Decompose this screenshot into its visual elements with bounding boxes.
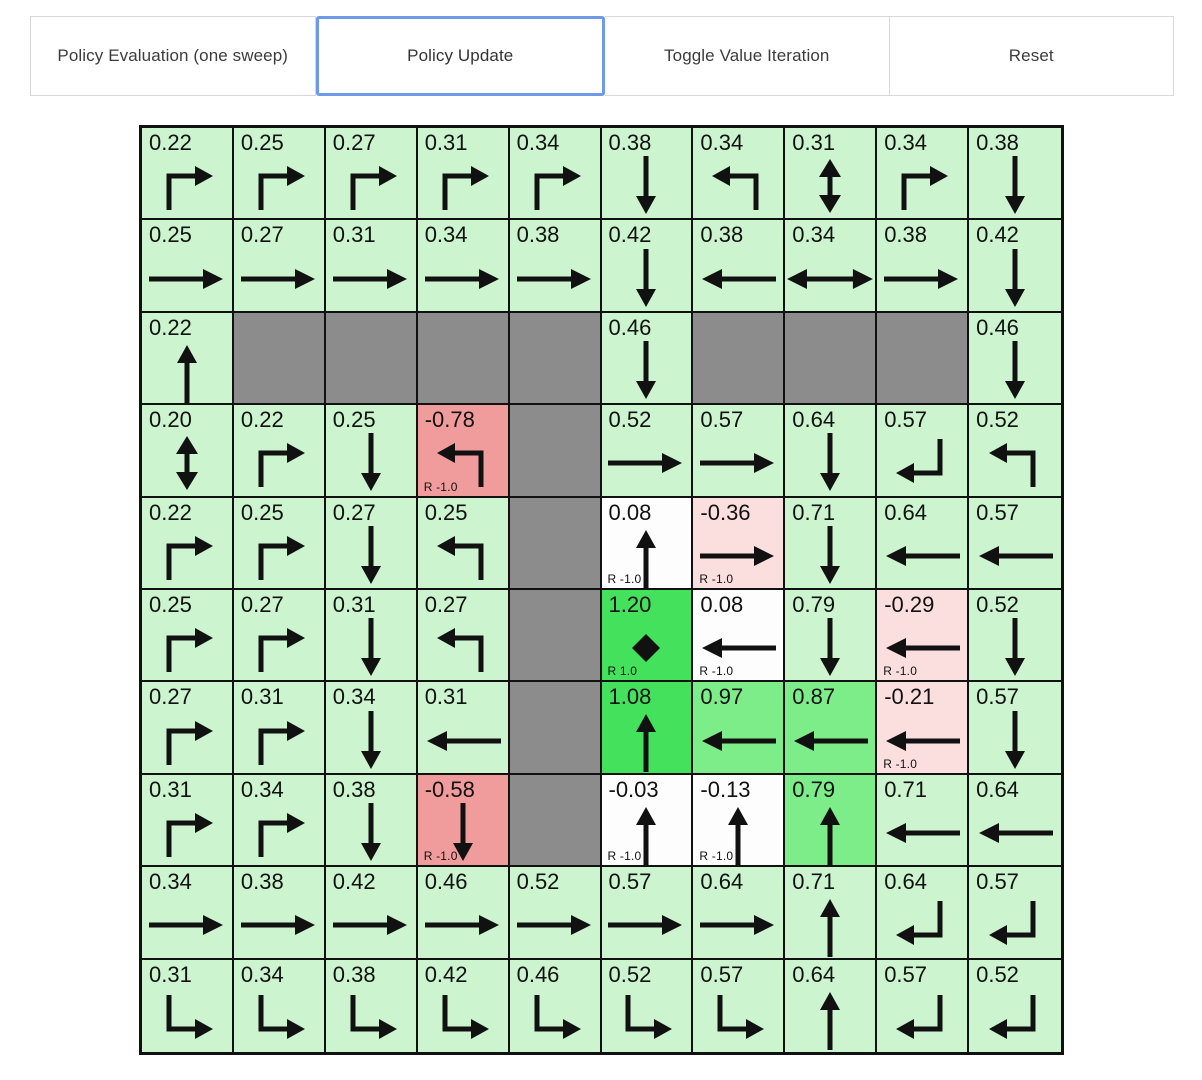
grid-cell[interactable]	[510, 960, 602, 1052]
policy-arrow-up-right	[142, 620, 232, 676]
grid-cell[interactable]	[877, 220, 969, 312]
policy-arrow-up-right	[234, 712, 324, 768]
cell-reward: R 1.0	[607, 664, 638, 679]
policy-arrow-down	[602, 343, 692, 399]
policy-arrow-right	[418, 250, 508, 306]
grid-cell[interactable]	[602, 498, 694, 590]
grid-cell[interactable]	[326, 405, 418, 497]
cell-value: 0.34	[884, 130, 928, 155]
policy-arrow-right	[693, 435, 783, 491]
grid-cell[interactable]	[234, 775, 326, 867]
cell-value: 0.34	[700, 130, 744, 155]
grid-cell[interactable]	[326, 313, 418, 405]
policy-arrow-down	[969, 250, 1061, 306]
cell-reward: R -1.0	[423, 849, 458, 864]
toolbar-button-policy-evaluation-one-sweep[interactable]	[30, 16, 316, 96]
cell-value: -0.78	[424, 407, 475, 433]
policy-arrow-up	[142, 343, 232, 399]
policy-arrow-down	[969, 620, 1061, 676]
cell-value: 0.25	[332, 407, 376, 433]
cell-value: 0.27	[332, 499, 376, 525]
policy-arrow-down	[785, 528, 875, 584]
policy-arrow-down	[602, 250, 692, 306]
policy-arrow-down-right	[693, 990, 783, 1048]
grid-cell[interactable]	[969, 128, 1061, 220]
cell-value: 0.34	[792, 222, 836, 248]
cell-value: 0.42	[332, 869, 376, 895]
grid-cell[interactable]	[142, 498, 234, 590]
grid-cell[interactable]	[693, 682, 785, 774]
grid-cell[interactable]	[142, 128, 234, 220]
policy-arrow-up-down	[142, 435, 232, 491]
grid-cell[interactable]	[877, 590, 969, 682]
cell-value: 0.31	[424, 684, 468, 710]
cell-reward: R -1.0	[883, 664, 918, 679]
grid-cell[interactable]	[602, 590, 694, 682]
grid-cell[interactable]	[510, 867, 602, 959]
grid-cell[interactable]	[418, 960, 510, 1052]
grid-cell[interactable]	[785, 960, 877, 1052]
grid-cell[interactable]	[510, 590, 602, 682]
cell-value: 0.57	[700, 407, 744, 433]
cell-value: 0.34	[240, 961, 284, 987]
grid-cell[interactable]	[326, 128, 418, 220]
cell-value: 0.27	[240, 222, 284, 248]
policy-arrow-right	[693, 897, 783, 953]
policy-arrow-left-right	[785, 250, 875, 306]
policy-arrow-right	[602, 435, 692, 491]
grid-cell[interactable]	[969, 682, 1061, 774]
grid-cell[interactable]	[693, 405, 785, 497]
cell-value: 0.27	[332, 130, 376, 155]
cell-value: 0.38	[700, 222, 744, 248]
grid-cell[interactable]	[234, 960, 326, 1052]
cell-value: 0.08	[700, 592, 744, 617]
cell-value: 0.71	[792, 869, 836, 895]
cell-value: 0.52	[608, 407, 652, 433]
grid-cell[interactable]	[142, 590, 234, 682]
grid-cell[interactable]	[969, 590, 1061, 682]
policy-arrow-right	[326, 250, 416, 306]
policy-arrow-right	[877, 250, 967, 306]
cell-value: 0.52	[516, 869, 560, 895]
cell-reward: R -1.0	[607, 572, 642, 586]
policy-arrow-down-left	[877, 990, 967, 1048]
toolbar-button-label: Reset	[1008, 46, 1054, 65]
gridworld	[139, 125, 1064, 1055]
grid-cell[interactable]	[418, 590, 510, 682]
cell-value: 0.38	[332, 776, 376, 802]
grid-cell[interactable]	[785, 128, 877, 220]
policy-arrow-down-right	[418, 990, 508, 1048]
cell-value: 0.34	[240, 776, 284, 802]
cell-reward: R -1.0	[423, 479, 458, 494]
cell-value: -0.21	[884, 684, 935, 710]
grid-cell[interactable]	[418, 682, 510, 774]
cell-value: 0.25	[149, 592, 192, 617]
grid-cell[interactable]	[877, 313, 969, 405]
grid-cell[interactable]	[510, 313, 602, 405]
policy-arrow-right	[142, 250, 232, 306]
cell-value: 0.46	[608, 314, 652, 340]
grid-cell[interactable]	[877, 682, 969, 774]
policy-arrow-up-right	[234, 435, 324, 491]
policy-arrow-up	[602, 712, 692, 768]
cell-reward: R -1.0	[699, 572, 734, 586]
grid-cell[interactable]	[326, 682, 418, 774]
grid-cell[interactable]	[693, 867, 785, 959]
policy-arrow-left	[785, 712, 875, 768]
toolbar-button-label: Toggle Value Iteration	[664, 46, 830, 65]
policy-arrow-right	[602, 897, 692, 953]
grid-cell[interactable]	[142, 313, 234, 405]
grid-cell[interactable]	[877, 775, 969, 867]
policy-arrow-up-left	[418, 528, 508, 584]
grid-cell[interactable]	[326, 775, 418, 867]
grid-cell[interactable]	[234, 498, 326, 590]
policy-arrow-down	[602, 158, 692, 214]
grid-cell[interactable]	[326, 867, 418, 959]
grid-cell[interactable]	[877, 867, 969, 959]
grid-cell[interactable]	[418, 313, 510, 405]
cell-value: 1.20	[608, 592, 652, 617]
grid-cell[interactable]	[785, 775, 877, 867]
grid-cell[interactable]	[969, 220, 1061, 312]
grid-cell[interactable]	[969, 775, 1061, 867]
cell-value: 0.31	[332, 592, 376, 617]
policy-arrow-up	[785, 897, 875, 953]
policy-arrow-up-right	[234, 158, 324, 214]
cell-value: 0.31	[149, 961, 192, 987]
grid-cell[interactable]	[602, 220, 694, 312]
policy-arrow-up-left	[418, 620, 508, 676]
grid-cell[interactable]	[510, 682, 602, 774]
cell-value: 0.25	[149, 222, 192, 248]
policy-arrow-up-right	[142, 528, 232, 584]
cell-value: 0.38	[884, 222, 928, 248]
cell-value: 0.38	[332, 961, 376, 987]
policy-arrow-right	[418, 897, 508, 953]
policy-arrow-down	[326, 620, 416, 676]
cell-value: 0.97	[700, 684, 744, 710]
policy-arrow-left	[969, 805, 1061, 861]
cell-value: 0.20	[149, 407, 192, 433]
grid-cell[interactable]	[234, 128, 326, 220]
cell-value: 0.22	[149, 314, 192, 340]
policy-arrow-up-right	[510, 158, 600, 214]
cell-value: 0.87	[792, 684, 836, 710]
grid-cell[interactable]	[142, 220, 234, 312]
toolbar	[30, 16, 1174, 96]
cell-value: 0.52	[976, 592, 1019, 617]
grid-cell[interactable]	[602, 405, 694, 497]
cell-reward: R -1.0	[699, 664, 734, 679]
policy-arrow-down	[785, 435, 875, 491]
policy-arrow-down-right	[142, 990, 232, 1048]
policy-arrow-up-right	[234, 620, 324, 676]
grid-cell[interactable]	[142, 960, 234, 1052]
grid-cell[interactable]	[969, 960, 1061, 1052]
cell-value: -0.36	[700, 499, 751, 525]
cell-value: 0.64	[700, 869, 744, 895]
cell-value: 0.46	[976, 314, 1019, 340]
grid-cell[interactable]	[234, 590, 326, 682]
cell-value: 0.25	[424, 499, 468, 525]
cell-value: 0.46	[516, 961, 560, 987]
policy-arrow-down-right	[326, 990, 416, 1048]
grid-cell[interactable]	[418, 405, 510, 497]
policy-arrow-down-left	[877, 435, 967, 491]
grid-cell[interactable]	[418, 867, 510, 959]
policy-arrow-right	[510, 897, 600, 953]
cell-value: 0.52	[976, 407, 1019, 433]
cell-value: 0.25	[240, 499, 284, 525]
cell-value: -0.58	[424, 776, 475, 802]
policy-arrow-right	[326, 897, 416, 953]
grid-cell[interactable]	[510, 405, 602, 497]
grid-cell[interactable]	[785, 220, 877, 312]
cell-value: 0.64	[884, 869, 928, 895]
grid-cell[interactable]	[877, 498, 969, 590]
cell-value: 0.34	[424, 222, 468, 248]
policy-arrow-up	[785, 805, 875, 861]
grid-cell[interactable]	[693, 313, 785, 405]
cell-value: 0.31	[149, 776, 192, 802]
grid-cell[interactable]	[418, 775, 510, 867]
cell-value: 0.22	[149, 130, 192, 155]
policy-arrow-up-right	[142, 158, 232, 214]
policy-arrow-left	[877, 805, 967, 861]
policy-arrow-left	[693, 712, 783, 768]
cell-value: 0.52	[976, 961, 1019, 987]
cell-value: 0.52	[608, 961, 652, 987]
toolbar-button-toggle-value-iteration[interactable]	[605, 16, 890, 96]
policy-arrow-left	[877, 528, 967, 584]
cell-value: 0.34	[516, 130, 560, 155]
cell-value: 0.42	[608, 222, 652, 248]
grid-cell[interactable]	[234, 405, 326, 497]
grid-cell[interactable]	[877, 405, 969, 497]
cell-value: 0.57	[608, 869, 652, 895]
grid-cell[interactable]	[326, 960, 418, 1052]
policy-arrow-down	[326, 435, 416, 491]
policy-arrow-down	[326, 712, 416, 768]
policy-arrow-up	[785, 990, 875, 1048]
gridworld-grid	[142, 128, 1061, 1052]
policy-arrow-right	[234, 250, 324, 306]
grid-cell[interactable]	[693, 498, 785, 590]
grid-cell[interactable]	[877, 128, 969, 220]
policy-arrow-down	[326, 528, 416, 584]
cell-value: 0.31	[424, 130, 468, 155]
cell-value: 0.34	[149, 869, 192, 895]
cell-value: 0.79	[792, 592, 836, 617]
grid-cell[interactable]	[418, 498, 510, 590]
cell-value: 0.22	[149, 499, 192, 525]
cell-value: 0.22	[240, 407, 284, 433]
cell-value: 0.08	[608, 499, 652, 525]
grid-cell[interactable]	[418, 128, 510, 220]
policy-arrow-down-left	[969, 990, 1061, 1048]
grid-cell[interactable]	[510, 775, 602, 867]
policy-arrow-down	[969, 343, 1061, 399]
policy-arrow-up-right	[877, 158, 967, 214]
grid-cell[interactable]	[326, 590, 418, 682]
cell-value: 0.64	[884, 499, 928, 525]
grid-cell[interactable]	[510, 498, 602, 590]
grid-cell[interactable]	[510, 220, 602, 312]
grid-cell[interactable]	[326, 498, 418, 590]
cell-value: -0.29	[884, 592, 935, 617]
grid-cell[interactable]	[142, 682, 234, 774]
grid-cell[interactable]	[418, 220, 510, 312]
cell-value: 0.34	[332, 684, 376, 710]
policy-arrow-left	[418, 712, 508, 768]
cell-value: 0.57	[884, 961, 928, 987]
grid-cell[interactable]	[693, 775, 785, 867]
grid-cell[interactable]	[969, 867, 1061, 959]
cell-value: 0.57	[700, 961, 744, 987]
cell-value: 0.38	[240, 869, 284, 895]
cell-value: 0.57	[976, 499, 1019, 525]
policy-arrow-up-right	[418, 158, 508, 214]
policy-arrow-down-right	[510, 990, 600, 1048]
cell-value: 0.38	[608, 130, 652, 155]
policy-arrow-down	[785, 620, 875, 676]
cell-value: 0.64	[792, 407, 836, 433]
grid-cell[interactable]	[785, 867, 877, 959]
policy-arrow-down-left	[969, 897, 1061, 953]
toolbar-button-label: Policy Update	[407, 46, 514, 65]
cell-value: 0.71	[792, 499, 836, 525]
grid-cell[interactable]	[326, 220, 418, 312]
cell-value: 0.64	[792, 961, 836, 987]
grid-cell[interactable]	[693, 128, 785, 220]
grid-cell[interactable]	[602, 128, 694, 220]
toolbar-button-label: Policy Evaluation (one sweep)	[57, 46, 289, 65]
policy-arrow-right	[142, 897, 232, 953]
policy-arrow-right	[510, 250, 600, 306]
cell-value: 0.31	[332, 222, 376, 248]
policy-arrow-up-right	[326, 158, 416, 214]
policy-arrow-down	[969, 158, 1061, 214]
cell-value: 0.57	[884, 407, 928, 433]
grid-cell[interactable]	[969, 405, 1061, 497]
policy-arrow-up-right	[234, 528, 324, 584]
cell-value: 0.71	[884, 776, 928, 802]
cell-value: 1.08	[608, 684, 652, 710]
cell-value: -0.13	[700, 776, 751, 802]
cell-value: -0.03	[608, 776, 659, 802]
grid-cell[interactable]	[142, 405, 234, 497]
policy-arrow-up-right	[234, 805, 324, 861]
grid-cell[interactable]	[785, 590, 877, 682]
policy-arrow-right	[234, 897, 324, 953]
grid-cell[interactable]	[234, 682, 326, 774]
cell-value: 0.25	[240, 130, 284, 155]
cell-value: 0.57	[976, 684, 1019, 710]
grid-cell[interactable]	[693, 220, 785, 312]
policy-arrow-down	[326, 805, 416, 861]
cell-value: 0.31	[240, 684, 284, 710]
cell-value: 0.27	[149, 684, 192, 710]
policy-arrow-down-right	[234, 990, 324, 1048]
cell-value: 0.42	[976, 222, 1019, 248]
grid-cell[interactable]	[142, 775, 234, 867]
grid-cell[interactable]	[602, 313, 694, 405]
cell-reward: R -1.0	[607, 849, 642, 864]
policy-arrow-left	[693, 250, 783, 306]
grid-cell[interactable]	[693, 960, 785, 1052]
grid-cell[interactable]	[785, 405, 877, 497]
grid-cell[interactable]	[785, 313, 877, 405]
cell-value: 0.57	[976, 869, 1019, 895]
grid-cell[interactable]	[693, 590, 785, 682]
grid-cell[interactable]	[785, 682, 877, 774]
cell-value: 0.27	[240, 592, 284, 617]
cell-reward: R -1.0	[883, 756, 918, 771]
policy-arrow-up-left	[693, 158, 783, 214]
policy-arrow-up-left	[969, 435, 1061, 491]
policy-arrow-up-right	[142, 712, 232, 768]
policy-arrow-up-right	[142, 805, 232, 861]
cell-value: 0.79	[792, 776, 836, 802]
grid-cell[interactable]	[602, 960, 694, 1052]
grid-cell[interactable]	[877, 960, 969, 1052]
toolbar-button-policy-update[interactable]	[316, 16, 606, 96]
policy-arrow-up-down	[785, 158, 875, 214]
grid-cell[interactable]	[969, 498, 1061, 590]
policy-arrow-down-right	[602, 990, 692, 1048]
policy-arrow-down	[969, 712, 1061, 768]
cell-reward: R -1.0	[699, 849, 734, 864]
cell-value: 0.38	[976, 130, 1019, 155]
cell-value: 0.64	[976, 776, 1019, 802]
cell-value: 0.42	[424, 961, 468, 987]
grid-cell[interactable]	[785, 498, 877, 590]
toolbar-button-reset[interactable]	[890, 16, 1175, 96]
grid-cell[interactable]	[602, 775, 694, 867]
grid-cell[interactable]	[234, 220, 326, 312]
cell-value: 0.46	[424, 869, 468, 895]
policy-arrow-left	[969, 528, 1061, 584]
grid-cell[interactable]	[602, 682, 694, 774]
cell-value: 0.31	[792, 130, 836, 155]
policy-arrow-down-left	[877, 897, 967, 953]
grid-cell[interactable]	[969, 313, 1061, 405]
grid-cell[interactable]	[142, 867, 234, 959]
cell-value: 0.27	[424, 592, 468, 617]
cell-value: 0.38	[516, 222, 560, 248]
grid-cell[interactable]	[234, 313, 326, 405]
grid-cell[interactable]	[602, 867, 694, 959]
grid-cell[interactable]	[234, 867, 326, 959]
grid-cell[interactable]	[510, 128, 602, 220]
